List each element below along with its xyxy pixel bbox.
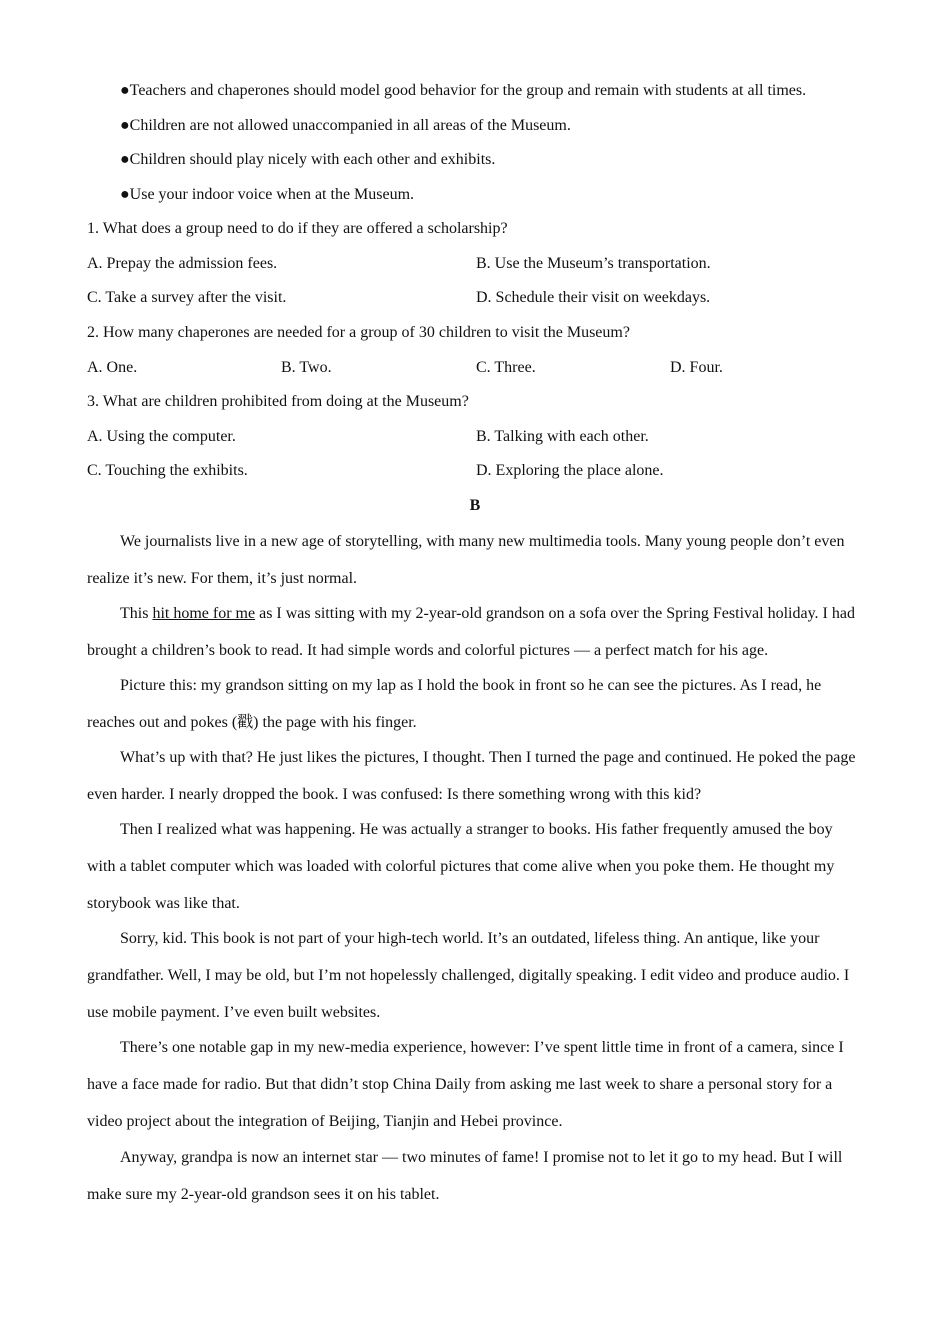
question-stem: 1. What does a group need to do if they are offered a scholarship?: [87, 220, 508, 237]
rule-item: ●Children are not allowed unaccompanied in all areas of the Museum.: [120, 117, 571, 134]
question-stem: 3. What are children prohibited from doing at the Museum?: [87, 393, 469, 410]
paragraph-text: This: [120, 605, 153, 622]
passage-paragraph: Anyway, grandpa is now an internet star — two minutes of fame! I promise not to let it go to my head. But I will make sure my 2-year-old grandson sees it on his tablet.: [87, 1149, 843, 1203]
answer-option: C. Touching the exhibits.: [87, 462, 248, 479]
rule-item: ●Use your indoor voice when at the Museum.: [120, 186, 415, 203]
passage-paragraph: What’s up with that? He just likes the pictures, I thought. Then I turned the page and continued. He poked the page even harder. I nearly dropped the book. I was confused: Is there something wrong with this kid?: [87, 749, 856, 803]
passage-paragraph: Then I realized what was happening. He was actually a stranger to books. His father frequently amused the boy with a tablet computer which was loaded with colorful pictures that come alive when you poke them. He thought my storybook was like that.: [87, 821, 835, 912]
answer-option: B. Talking with each other.: [476, 428, 649, 445]
answer-option: A. Prepay the admission fees.: [87, 255, 278, 272]
answer-option: A. Using the computer.: [87, 428, 236, 445]
paragraph-text: as I was sitting with my 2-year-old grandson on a sofa over the Spring Festival holiday. I had brought a children’s book to read. It had simple words and colorful pictures — a perfect match for his age.: [87, 605, 855, 659]
passage-paragraph: Sorry, kid. This book is not part of your high-tech world. It’s an outdated, lifeless thing. An antique, like your grandfather. Well, I may be old, but I’m not hopelessly challenged, digitally speaking. I edit video and produce audio. I use mobile payment. I’ve even built websites.: [87, 930, 850, 1021]
rule-item: ●Children should play nicely with each other and exhibits.: [120, 151, 496, 168]
underlined-phrase: hit home for me: [152, 605, 256, 622]
passage-paragraph: We journalists live in a new age of storytelling, with many new multimedia tools. Many young people don’t even realize it’s new. For them, it’s just normal.: [87, 533, 845, 587]
question-stem: 2. How many chaperones are needed for a group of 30 children to visit the Museum?: [87, 324, 630, 341]
rule-item: ●Teachers and chaperones should model good behavior for the group and remain with students at all times.: [120, 82, 807, 99]
answer-option: D. Exploring the place alone.: [476, 462, 664, 479]
answer-option: C. Three.: [476, 359, 536, 376]
answer-option: C. Take a survey after the visit.: [87, 289, 287, 306]
answer-option: D. Four.: [670, 359, 723, 376]
passage-paragraph: [87, 595, 863, 669]
passage-paragraph: Picture this: my grandson sitting on my lap as I hold the book in front so he can see the pictures. As I read, he reaches out and pokes (戳) the page with his finger.: [87, 677, 822, 731]
answer-option: B. Two.: [281, 359, 332, 376]
answer-option: D. Schedule their visit on weekdays.: [476, 289, 711, 306]
section-heading: B: [469, 497, 481, 514]
answer-option: B. Use the Museum’s transportation.: [476, 255, 711, 272]
answer-option: A. One.: [87, 359, 138, 376]
passage-paragraph: There’s one notable gap in my new-media experience, however: I’ve spent little time in front of a camera, since I have a face made for radio. But that didn’t stop China Daily from asking me last week to share a personal story for a video project about the integration of Beijing, Tianjin and Hebei province.: [87, 1039, 844, 1130]
